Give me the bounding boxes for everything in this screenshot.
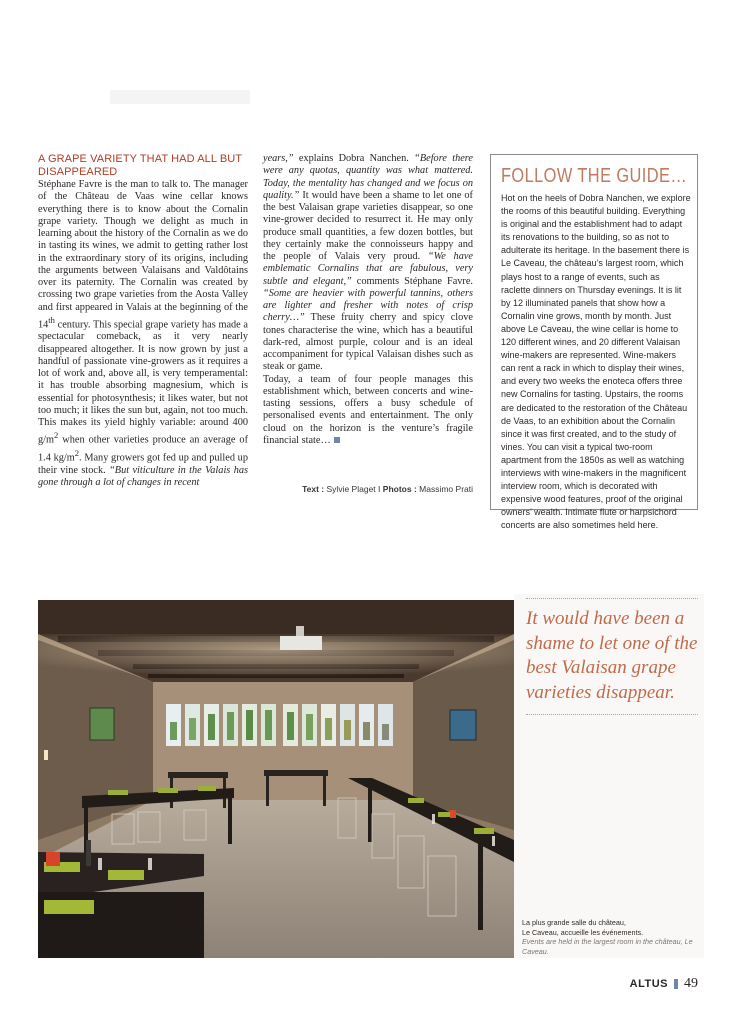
follow-the-guide-box xyxy=(490,154,698,531)
text-run: It would have been a shame to let one of the best Valaisan grape varieties disappear, so one vine-grower decided to resurrect it. He may only produce small quantities, a few dozen bottles, but they certainly make the connoisseurs happy and the people of Valais very proud. xyxy=(263,189,473,262)
folio-separator xyxy=(674,979,678,989)
article-paragraph-1 xyxy=(38,179,248,489)
quote-run: years,” xyxy=(263,153,294,164)
text-run: Today, a team of four people manages this establishment which, between concerts and wine-tasting sessions, offers a busy schedule of personalised events and entertainment. The only cloud on the horizon is the venture’s fragile financial state… xyxy=(263,373,473,446)
article-credits xyxy=(263,484,473,494)
caption-english: Events are held in the largest room in the château, Le Caveau. xyxy=(522,937,693,956)
superscript: th xyxy=(48,314,55,325)
credit-text-author: Sylvie Plaget xyxy=(326,484,376,494)
page-number: 49 xyxy=(684,976,698,991)
magazine-name: ALTUS xyxy=(629,978,668,990)
superscript: 2 xyxy=(54,430,59,441)
caption-french-line-1: La plus grande salle du château, xyxy=(522,918,626,927)
article-paragraph-3 xyxy=(263,374,473,448)
credit-photos-author: Massimo Prati xyxy=(419,484,473,494)
guide-title: FOLLOW THE GUIDE… xyxy=(501,165,688,187)
guide-body: Hot on the heels of Dobra Nanchen, we explore the rooms of this beautiful building. Everything is original and the establishment had to adapt its renovations to the building, so as not to adulterate its heritage. In the basement there is Le Caveau, the château’s largest room, which plays host to a range of events, such as raclette dinners on Thursday evenings. It is lit by 12 illuminated panels that show how a Cornalin vine grows, month by month. Just above Le Caveau, the wine cellar is home to 120 different wines, and 20 different Valaisan wine-makers are represented. Wine-makers can rent a rack in which to display their wines, and every two weeks the enoteca offers three new Cornalins for tasting. Upstairs, the rooms are dedicated to the restoration of the Château de Vaas, to an exhibition about the Cornalin since it was first created, and to the study of vines. You can visit a typical two-room apartment from the 1850s as well as watching interviews with wine-makers in the magnificent interview room, which is decorated with expensive wood features, proof of the original owners’ wealth. Intimate flute or harpsichord concerts are also sometimes held here. xyxy=(501,193,691,531)
credit-text-label: Text : xyxy=(302,484,325,494)
pull-quote: It would have been a shame to let one of the best Valaisan grape varieties disappear. xyxy=(526,598,698,715)
text-run: comments Stéphane Favre. xyxy=(351,275,473,287)
quote-run: “Some are heavier with powerful tannins, others are lighter and fresher with notes of crisp cherry…” xyxy=(263,287,473,324)
quote-run: “We have emblematic Cornalins that are fabulous, very subtle and elegant,” xyxy=(263,251,473,287)
faint-header-mark xyxy=(110,90,250,104)
page-folio xyxy=(630,976,698,992)
end-mark-icon xyxy=(334,437,340,443)
photo-caption xyxy=(522,918,697,956)
caption-french-line-2: Le Caveau, accueille les événements. xyxy=(522,927,644,937)
article-paragraph-2 xyxy=(263,153,473,374)
article-column-1 xyxy=(38,153,248,489)
cellar-room-illustration xyxy=(38,600,514,958)
credit-separator: I xyxy=(378,484,381,494)
superscript: 2 xyxy=(74,448,80,459)
quote-run: “But viticulture in the Valais has gone through a lot of changes in recent xyxy=(38,464,248,489)
quote-run: “Before there were any quotas, quantity was what mattered. Today, the mentality has changed and we focus on quality.” xyxy=(263,153,473,201)
text-run: when other varieties produce an average of 1.4 kg/m xyxy=(38,434,248,464)
article-heading: A GRAPE VARIETY THAT HAD ALL BUT DISAPPEARED xyxy=(38,153,242,178)
text-run: . Many growers got fed up and pulled up their vine stock. xyxy=(38,452,248,476)
credit-photos-label: Photos : xyxy=(382,484,417,494)
text-run: Stéphane Favre is the man to talk to. The manager of the Château de Vaas wine cellar knows everything there is to know about the Cornalin grape variety. Though we delight as much in learning about the history of the Cornalin as we do in tasting its wines, we admit to getting rather lost in the extraordinary story of its origins, including the arguments between Valaisans and Valdôtains over its paternity. The Cornalin was created by crossing two grape varieties from the Aosta Valley and first appeared in Valais at the beginning of the 14 xyxy=(38,179,248,331)
article-column-2 xyxy=(263,153,473,447)
text-run: century. This special grape variety has made a spectacular comeback, as it very nearly disappeared altogether. It is now grown by just a handful of passionate vine-growers as it requires a lot of work and, above all, is very temperamental: it has trouble absorbing magnesium, which is essential for photosynthesis; it likes water, but not too much; it likes the sun but, again, not too much. This makes its yield highly variable: around 400 g/m xyxy=(38,319,248,446)
cellar-room-photo xyxy=(38,600,514,958)
text-run: explains Dobra Nanchen. xyxy=(293,153,415,164)
text-run: These fruity cherry and spicy clove tones characterise the wine, which has a beautiful dark-red, almost purple, colour and is an ideal accompaniment for typical Valaisan dishes such as steak or game. xyxy=(263,312,473,373)
